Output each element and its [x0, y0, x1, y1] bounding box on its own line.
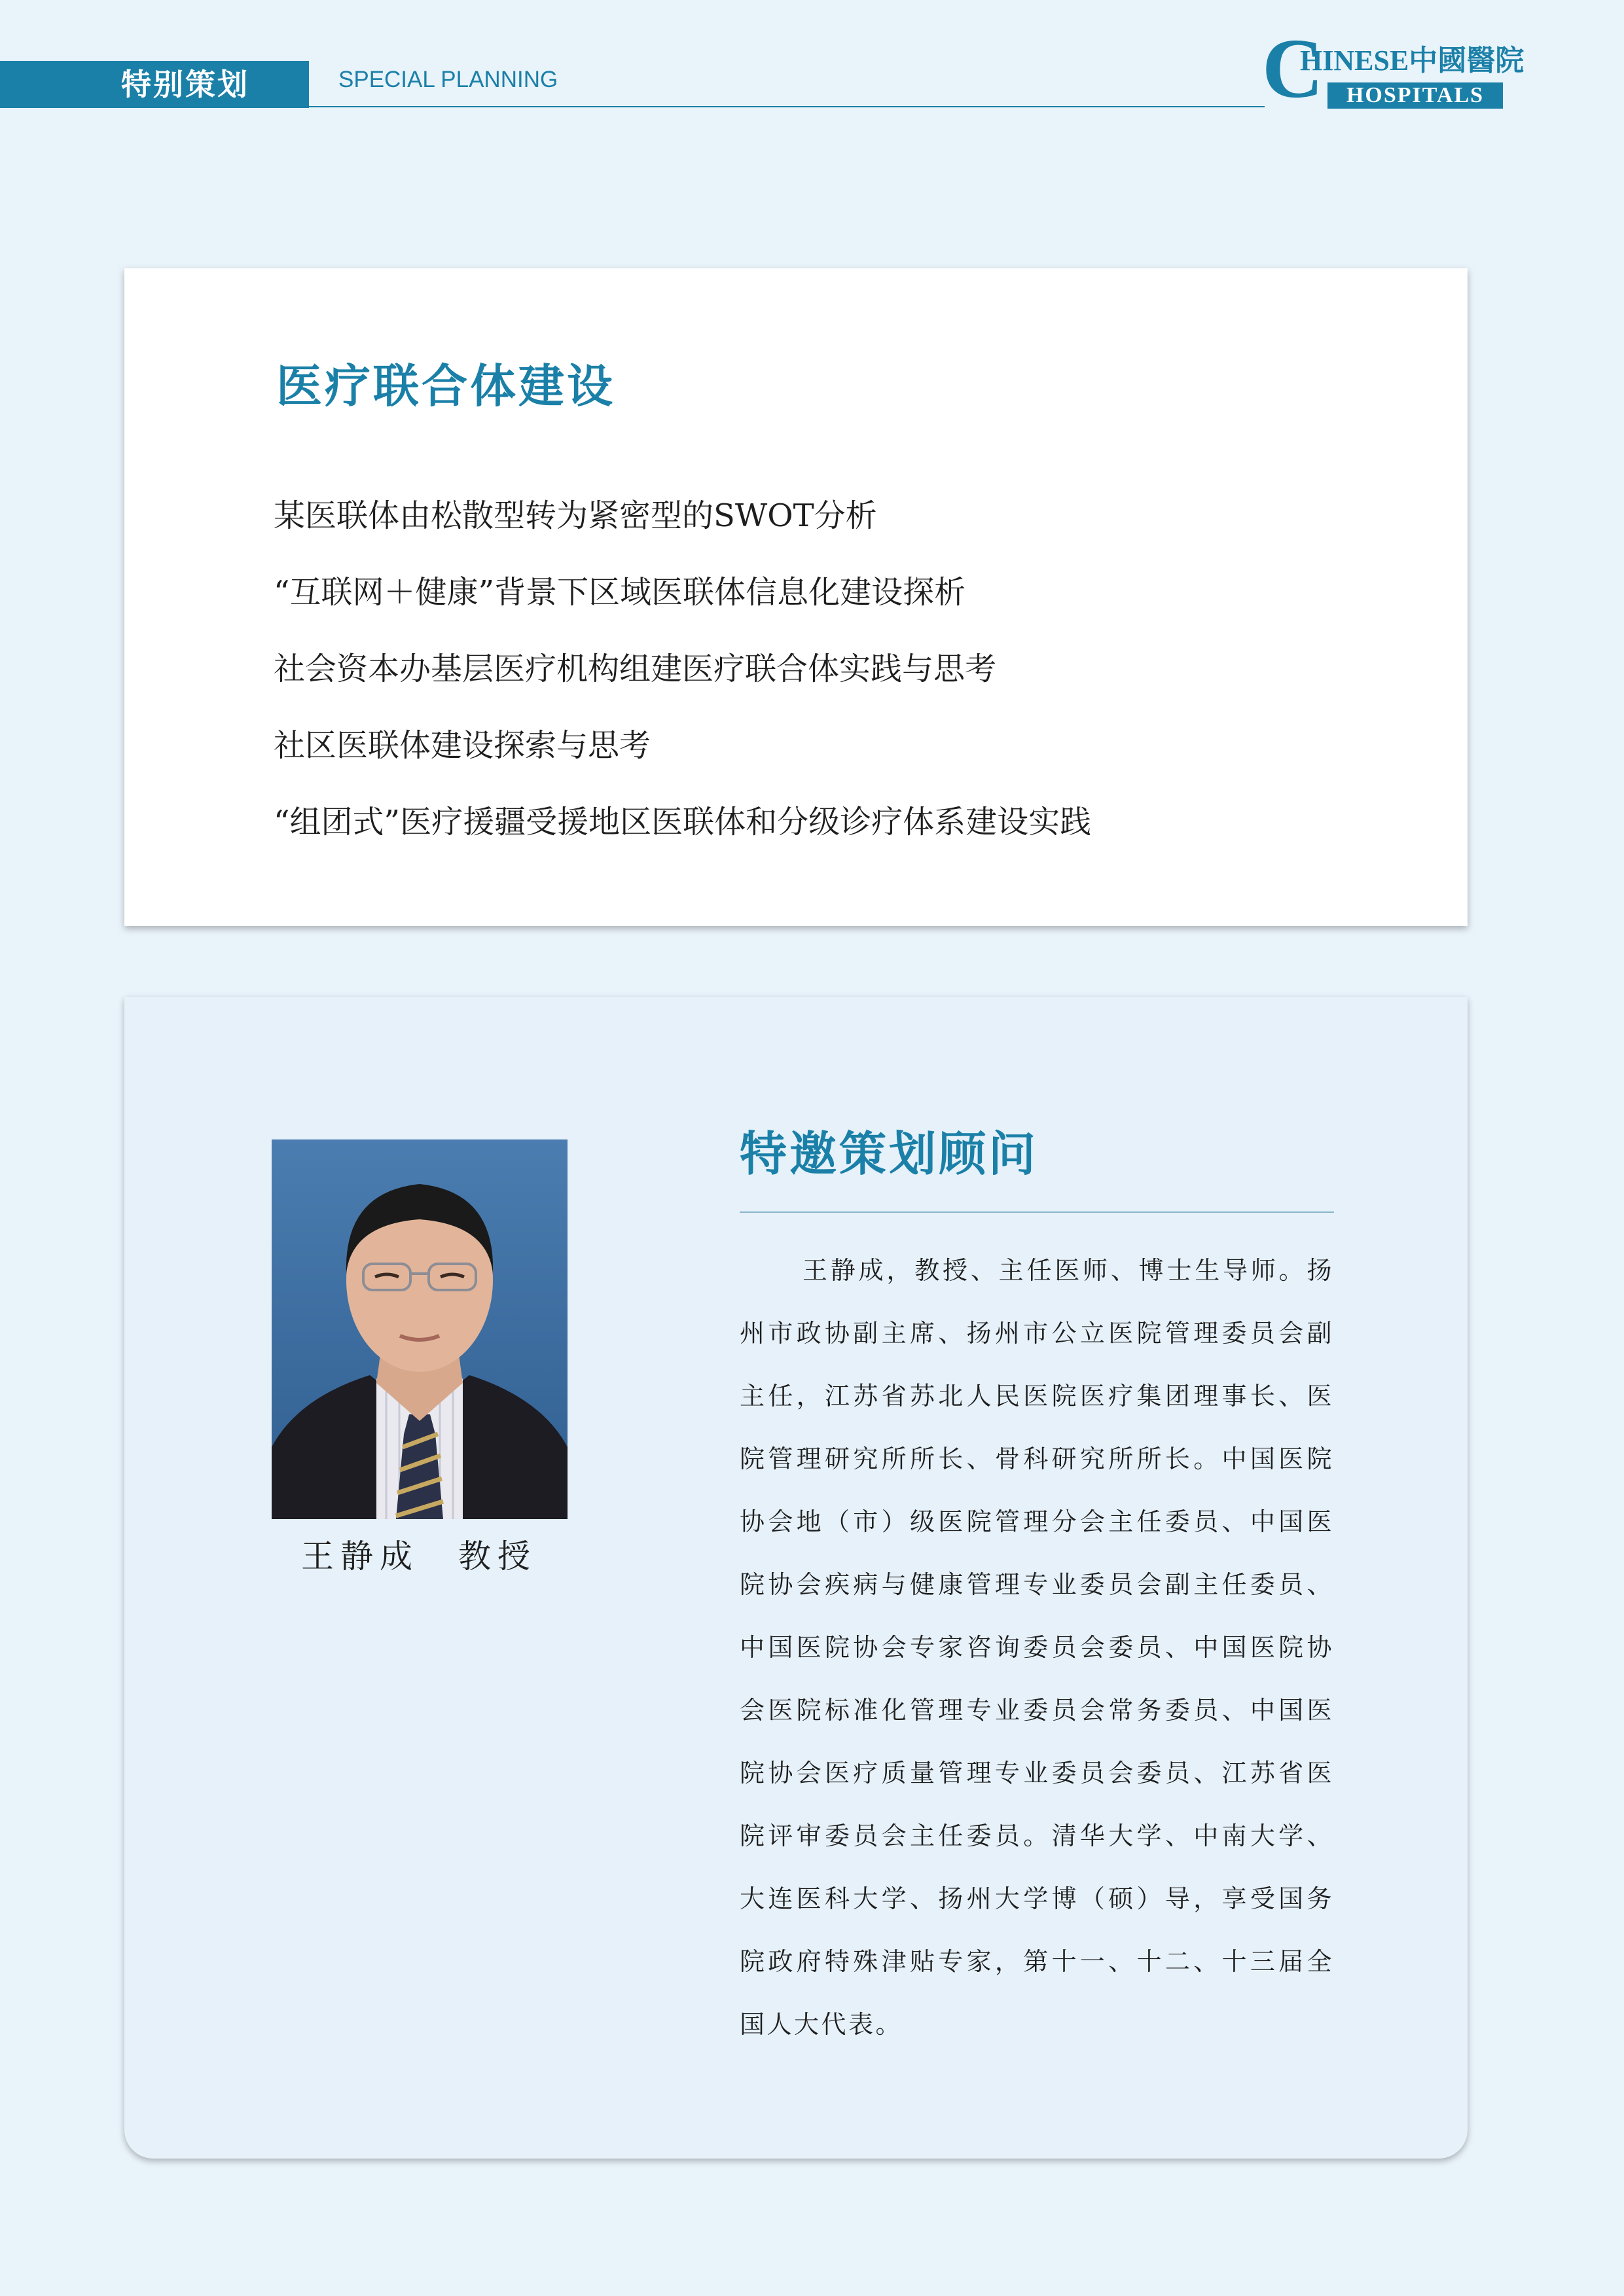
- topic-title: 医疗联合体建设: [276, 359, 615, 413]
- article-item: 社会资本办基层医疗机构组建医疗联合体实践与思考: [274, 651, 997, 687]
- logo-top-text: HINESE中國醫院: [1300, 45, 1525, 77]
- advisor-caption: 王静成 教授: [301, 1537, 537, 1575]
- article-list: [274, 478, 1091, 861]
- section-label: 特别策划: [121, 67, 249, 102]
- advisor-photo: [272, 1139, 568, 1519]
- advisor-title-rule: [740, 1211, 1334, 1213]
- advisor-bio: 王静成，教授、主任医师、博士生导师。扬州市政协副主席、扬州市公立医院管理委员会副主任，江苏省苏北人民医院医疗集团理事长、医院管理研究所所长、骨科研究所所长。中国医院协会地（市）级医院管理分会主任委员、中国医院协会疾病与健康管理专业委员会副主任委员、中国医院协会专家咨询委员会委员、中国医院协会医院标准化管理专业委员会常务委员、中国医院协会医疗质量管理专业委员会委员、江苏省医院评审委员会主任委员。清华大学、中南大学、大连医科大学、扬州大学博（硕）导，享受国务院政府特殊津贴专家，第十一、十二、十三届全国人大代表。: [740, 1256, 1334, 2039]
- logo-initial: C: [1262, 22, 1324, 116]
- article-item: 某医联体由松散型转为紧密型的SWOT分析: [274, 497, 877, 534]
- portrait-illustration: [272, 1139, 568, 1519]
- advisor-section-title: 特邀策划顾问: [740, 1126, 1039, 1181]
- article-item: 社区医联体建设探索与思考: [274, 727, 651, 764]
- article-item: “组团式”医疗援疆受援地区医联体和分级诊疗体系建设实践: [274, 804, 1092, 840]
- section-label-en: SPECIAL PLANNING: [338, 67, 558, 92]
- topic-card: [124, 268, 1468, 926]
- logo-bottom-text: HOSPITALS: [1327, 82, 1503, 109]
- chinese-hospitals-logo: [1262, 22, 1525, 116]
- header-rule: [309, 106, 1265, 107]
- advisor-card: [124, 997, 1468, 2159]
- article-item: “互联网＋健康”背景下区域医联体信息化建设探析: [274, 574, 966, 611]
